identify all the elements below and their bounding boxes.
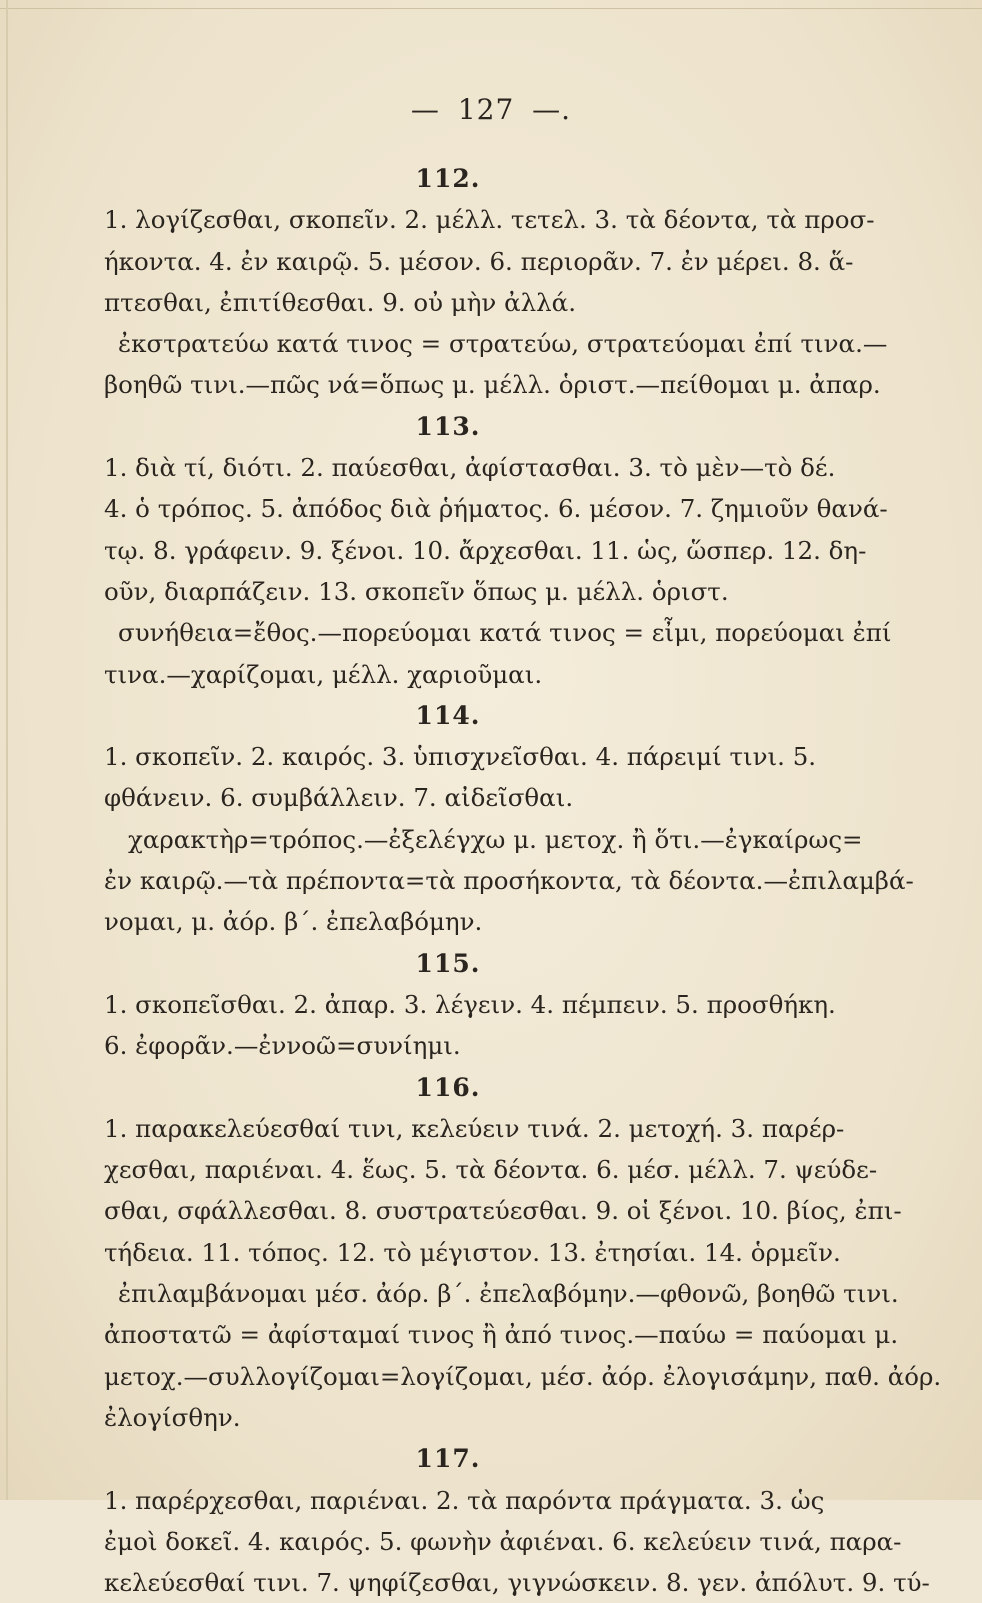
text-line: ἐπιλαμβάνομαι μέσ. ἀόρ. β΄. ἐπελαβόμην.—φθονῶ, βοηθῶ τινι. [118, 1279, 899, 1309]
text-line: οῦν, διαρπάζειν. 13. σκοπεῖν ὅπως μ. μέλλ. ὁριστ. [104, 576, 729, 606]
text-line: ἐν καιρῷ.—τὰ πρέποντα=τὰ προσήκοντα, τὰ δέοντα.—ἐπιλαμβά- [104, 866, 914, 896]
text-line: τινα.—χαρίζομαι, μέλλ. χαριοῦμαι. [104, 659, 543, 689]
text-line: πτεσθαι, ἐπιτίθεσθαι. 9. οὐ μὴν ἀλλά. [104, 287, 577, 317]
text-line: χεσθαι, παριέναι. 4. ἕως. 5. τὰ δέοντα. 6. μέσ. μέλλ. 7. ψεύδε- [104, 1155, 878, 1185]
text-line: τήδεια. 11. τόπος. 12. τὸ μέγιστον. 13. ἐτησίαι. 14. ὁρμεῖν. [104, 1237, 841, 1267]
text-line: ἐκστρατεύω κατά τινος = στρατεύω, στρατεύομαι ἐπί τινα.— [118, 329, 888, 359]
text-line: φθάνειν. 6. συμβάλλειν. 7. αἰδεῖσθαι. [104, 783, 574, 813]
page-number-header [0, 93, 982, 126]
section-number: 112. [415, 164, 481, 193]
text-line: σθαι, σφάλλεσθαι. 8. συστρατεύεσθαι. 9. οἱ ξένοι. 10. βίος, ἐπι- [104, 1196, 902, 1226]
text-line: 1. διὰ τί, διότι. 2. παύεσθαι, ἀφίστασθαι. 3. τὸ μὲν—τὸ δέ. [104, 453, 836, 483]
section-number: 117. [415, 1444, 481, 1474]
text-line: 6. ἐφορᾶν.—ἐννοῶ=συνίημι. [104, 1031, 461, 1061]
text-line: χαρακτὴρ=τρόπος.—ἐξελέγχω μ. μετοχ. ἢ ὅτι.—ἐγκαίρως= [128, 824, 863, 854]
text-line: ήκοντα. 4. ἐν καιρῷ. 5. μέσον. 6. περιορᾶν. 7. ἐν μέρει. 8. ἅ- [104, 246, 854, 276]
text-line: τῳ. 8. γράφειν. 9. ξένοι. 10. ἄρχεσθαι. 11. ὡς, ὥσπερ. 12. δη- [104, 535, 867, 565]
folio-dash-left: — [410, 93, 440, 126]
folio-dash-right: —. [532, 93, 572, 126]
page-body [104, 158, 942, 1603]
page-binding-edge [6, 0, 8, 1500]
page-number: 127 [457, 93, 515, 126]
text-line: κελεύεσθαί τινι. 7. ψηφίζεσθαι, γιγνώσκειν. 8. γεν. ἀπόλυτ. 9. τύ- [104, 1568, 930, 1598]
page-top-edge [0, 0, 982, 9]
text-line: 1. σκοπεῖσθαι. 2. ἀπαρ. 3. λέγειν. 4. πέμπειν. 5. προσθήκη. [104, 989, 836, 1019]
text-line: συνήθεια=ἔθος.—πορεύομαι κατά τινος = εἶμι, πορεύομαι ἐπί [118, 618, 892, 648]
section-number: 114. [415, 700, 481, 730]
text-line: ἐλογίσθην. [104, 1402, 241, 1432]
text-line: 4. ὁ τρόπος. 5. ἀπόδος διὰ ῥήματος. 6. μέσον. 7. ζημιοῦν θανά- [104, 494, 888, 524]
text-line: 1. σκοπεῖν. 2. καιρός. 3. ὑπισχνεῖσθαι. 4. πάρειμί τινι. 5. [104, 742, 817, 772]
text-line: μετοχ.—συλλογίζομαι=λογίζομαι, μέσ. ἀόρ. ἐλογισάμην, παθ. ἀόρ. [104, 1361, 942, 1391]
text-line: ἀποστατῶ = ἀφίσταμαί τινος ἢ ἀπό τινος.—παύω = παύομαι μ. [104, 1320, 899, 1350]
text-line: ἐμοὶ δοκεῖ. 4. καιρός. 5. φωνὴν ἀφιέναι. 6. κελεύειν τινά, παρα- [104, 1526, 902, 1556]
text-line: νομαι, μ. ἀόρ. β΄. ἐπελαβόμην. [104, 907, 483, 937]
text-line: 1. παρακελεύεσθαί τινι, κελεύειν τινά. 2. μετοχή. 3. παρέρ- [104, 1113, 845, 1143]
section-number: 115. [415, 948, 481, 978]
section-number: 113. [415, 411, 481, 441]
text-line: 1. λογίζεσθαι, σκοπεῖν. 2. μέλλ. τετελ. 3. τὰ δέοντα, τὰ προσ- [104, 205, 875, 235]
text-line: 1. παρέρχεσθαι, παριέναι. 2. τὰ παρόντα πράγματα. 3. ὡς [104, 1485, 825, 1515]
section-number: 116. [415, 1072, 481, 1102]
text-line: βοηθῶ τινι.—πῶς νά=ὅπως μ. μέλλ. ὁριστ.—πείθομαι μ. ἀπαρ. [104, 370, 881, 400]
